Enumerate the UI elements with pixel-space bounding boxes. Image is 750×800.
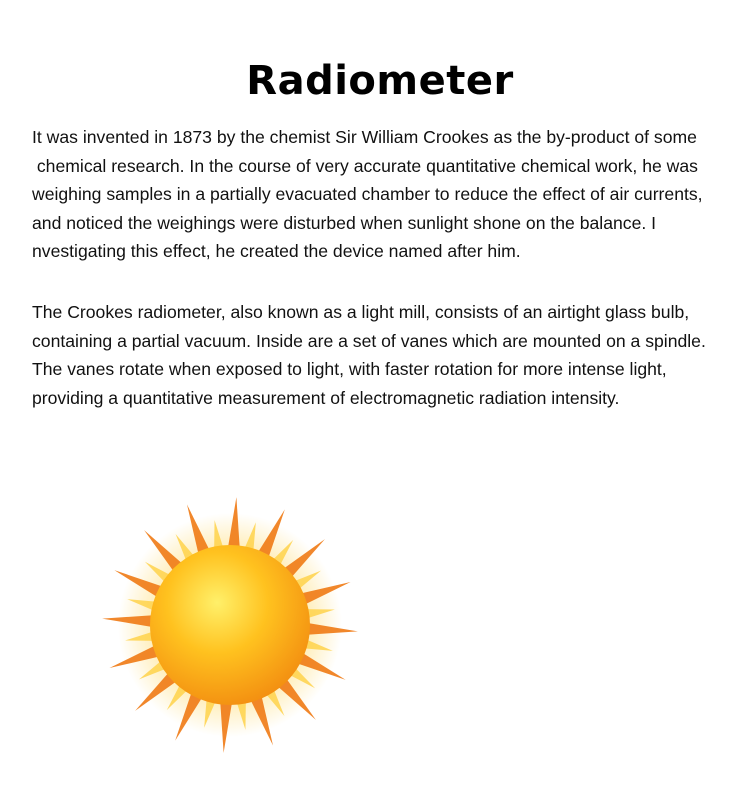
paragraph-line: chemical research. In the course of very accurate quantitative chemical work, he was: [32, 155, 698, 176]
paragraph-line: providing a quantitative measurement of electromagnetic radiation intensity.: [32, 387, 620, 408]
paragraph-line: nvestigating this effect, he created the device named after him.: [32, 241, 521, 261]
page-title: Radiometer: [246, 58, 514, 104]
paragraph-history: [32, 123, 732, 266]
paragraph-line: weighing samples in a partially evacuated chamber to reduce the effect of air currents,: [32, 184, 703, 204]
sun-core: [150, 545, 310, 705]
paragraph-description: [32, 298, 732, 412]
paragraph-line: and noticed the weighings were disturbed when sunlight shone on the balance. I: [32, 212, 657, 233]
paragraph-line: It was invented in 1873 by the chemist Sir William Crookes as the by-product of some: [32, 127, 697, 147]
paragraph-line: The vanes rotate when exposed to light, with faster rotation for more intense light,: [32, 359, 667, 379]
sun-icon: [90, 490, 370, 760]
paragraph-line: The Crookes radiometer, also known as a light mill, consists of an airtight glass bulb,: [32, 302, 690, 322]
paragraph-line: containing a partial vacuum. Inside are a set of vanes which are mounted on a spindle.: [32, 330, 706, 351]
